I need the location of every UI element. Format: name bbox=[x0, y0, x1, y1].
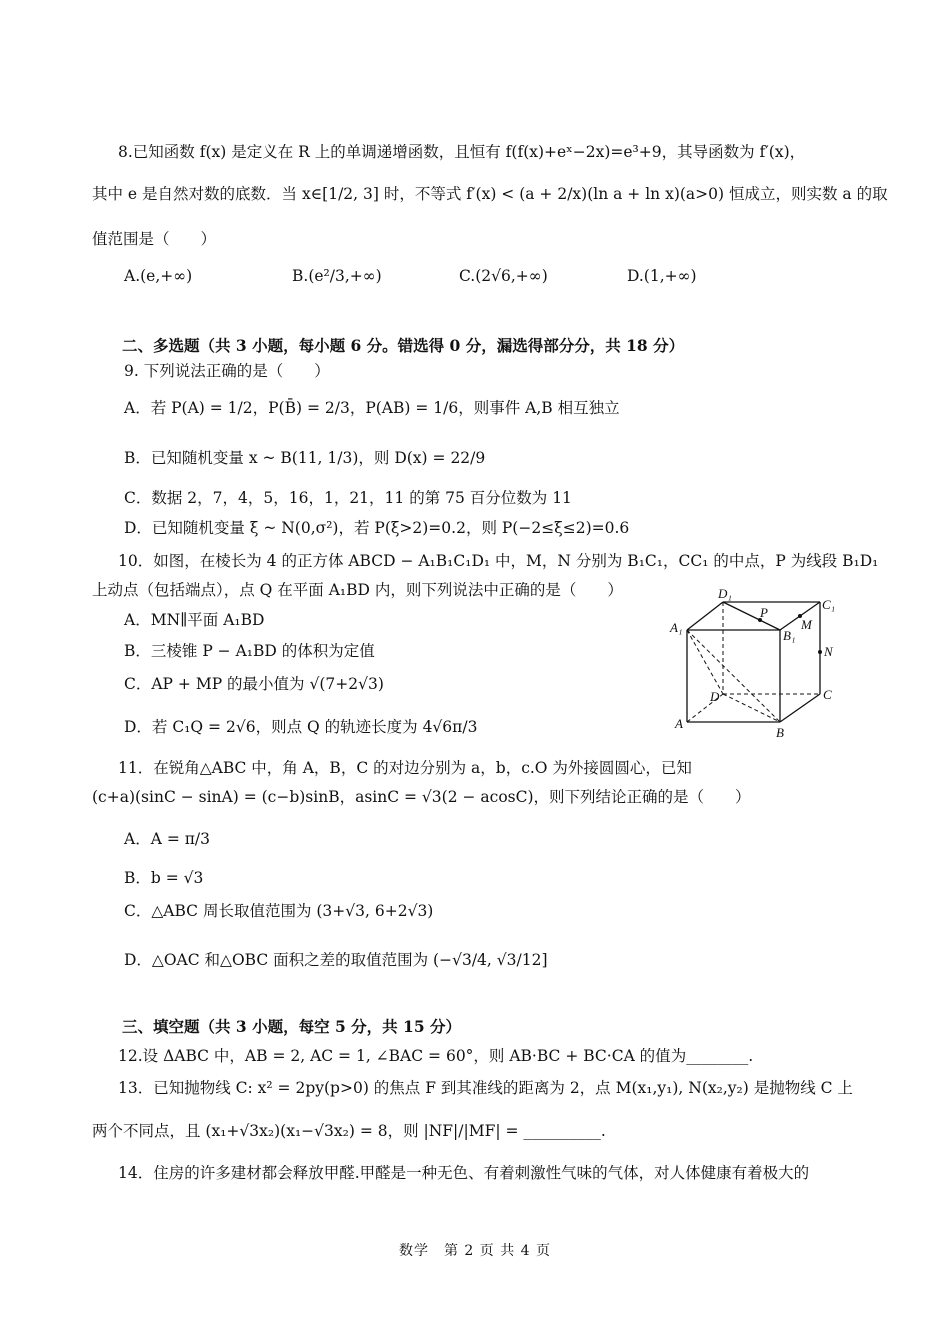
edge-a1-d1 bbox=[687, 602, 723, 630]
q9-option-b: B．已知随机变量 x ~ B(11, 1/3)，则 D(x) = 22/9 bbox=[124, 449, 486, 467]
label-d1: D₁ bbox=[718, 586, 732, 601]
q11-line1: 11．在锐角△ABC 中，角 A，B，C 的对边分别为 a，b，c.O 为外接圆圆心，已知 bbox=[118, 759, 692, 777]
q14-line1: 14．住房的许多建材都会释放甲醛.甲醛是一种无色、有着刺激性气味的气体，对人体健康有着极大的 bbox=[118, 1164, 810, 1182]
point-n bbox=[818, 650, 822, 654]
label-a: A bbox=[675, 716, 683, 731]
q11-line2: (c+a)(sinC − sinA) = (c−b)sinB，asinC = √3(2 − acosC)，则下列结论正确的是（ ） bbox=[92, 788, 751, 806]
q8-option-b: B.(e²/3,+∞) bbox=[292, 267, 382, 285]
q8-line1: 8.已知函数 f(x) 是定义在 R 上的单调递增函数，且恒有 f(f(x)+eˣ−2x)=e³+9，其导函数为 f′(x)， bbox=[118, 143, 806, 161]
q9-option-c: C．数据 2，7，4，5，16，1，21，11 的第 75 百分位数为 11 bbox=[124, 489, 572, 507]
section-2-heading: 二、多选题（共 3 小题，每小题 6 分。错选得 0 分，漏选得部分分，共 18 分） bbox=[122, 336, 685, 355]
q11-option-a: A．A = π/3 bbox=[124, 830, 210, 848]
label-m: M bbox=[801, 617, 812, 632]
q9-option-a: A．若 P(A) = 1/2，P(B̄) = 2/3，P(AB) = 1/6，则事件 A,B 相互独立 bbox=[124, 399, 620, 417]
q8-option-d: D.(1,+∞) bbox=[627, 267, 697, 285]
q8-option-c: C.(2√6,+∞) bbox=[459, 267, 548, 285]
q11-option-b: B．b = √3 bbox=[124, 869, 204, 887]
label-c: C bbox=[823, 687, 832, 702]
q10-option-c: C．AP + MP 的最小值为 √(7+2√3) bbox=[124, 675, 384, 693]
q10-line2: 上动点（包括端点），点 Q 在平面 A₁BD 内，则下列说法中正确的是（ ） bbox=[92, 581, 623, 599]
q8-line3: 值范围是（ ） bbox=[92, 230, 217, 248]
q10-option-d: D．若 C₁Q = 2√6，则点 Q 的轨迹长度为 4√6π/3 bbox=[124, 718, 478, 736]
segment-a1-d bbox=[687, 630, 723, 694]
label-b: B bbox=[776, 725, 784, 740]
q12-line: 12.设 ΔABC 中，AB = 2, AC = 1, ∠BAC = 60°，则 AB·BC + BC·CA 的值为________. bbox=[118, 1047, 754, 1065]
label-p: P bbox=[760, 605, 768, 620]
segment-d-b bbox=[723, 694, 780, 722]
q10-line1: 10．如图，在棱长为 4 的正方体 ABCD − A₁B₁C₁D₁ 中，M，N 分别为 B₁C₁，CC₁ 的中点，P 为线段 B₁D₁ bbox=[118, 552, 879, 570]
page-footer: 数学 第 2 页 共 4 页 bbox=[398, 1243, 552, 1259]
q8-line2: 其中 e 是自然对数的底数．当 x∈[1/2, 3] 时，不等式 f′(x) < (a + 2/x)(ln a + ln x)(a>0) 恒成立，则实数 a 的取 bbox=[92, 185, 888, 203]
label-d: D bbox=[710, 689, 720, 704]
q10-option-b: B．三棱锥 P − A₁BD 的体积为定值 bbox=[124, 642, 375, 660]
q13-line2: 两个不同点，且 (x₁+√3x₂)(x₁−√3x₂) = 8，则 |NF|/|MF| = __________. bbox=[92, 1122, 606, 1140]
q13-line1: 13．已知抛物线 C: x² = 2py(p>0) 的焦点 F 到其准线的距离为 2，点 M(x₁,y₁), N(x₂,y₂) 是抛物线 C 上 bbox=[118, 1079, 853, 1097]
q8-option-a: A.(e,+∞) bbox=[124, 267, 193, 285]
cube-figure bbox=[660, 585, 870, 745]
label-b1: B₁ bbox=[783, 628, 796, 643]
q9-stem: 9. 下列说法正确的是（ ） bbox=[124, 362, 330, 380]
section-3-heading: 三、填空题（共 3 小题，每空 5 分，共 15 分） bbox=[122, 1017, 462, 1036]
q11-option-c: C．△ABC 周长取值范围为 (3+√3, 6+2√3) bbox=[124, 902, 434, 920]
label-n: N bbox=[824, 644, 833, 659]
segment-b1-d1 bbox=[723, 602, 780, 630]
label-c1: C₁ bbox=[822, 597, 836, 612]
edge-b-c bbox=[780, 694, 820, 722]
q9-option-d: D．已知随机变量 ξ ~ N(0,σ²)，若 P(ξ>2)=0.2，则 P(−2≤ξ≤2)=0.6 bbox=[124, 519, 630, 537]
segment-a1-b bbox=[687, 630, 780, 722]
q10-option-a: A．MN∥平面 A₁BD bbox=[124, 611, 265, 629]
q11-option-d: D．△OAC 和△OBC 面积之差的取值范围为 (−√3/4, √3/12] bbox=[124, 951, 548, 969]
label-a1: A₁ bbox=[670, 620, 683, 635]
